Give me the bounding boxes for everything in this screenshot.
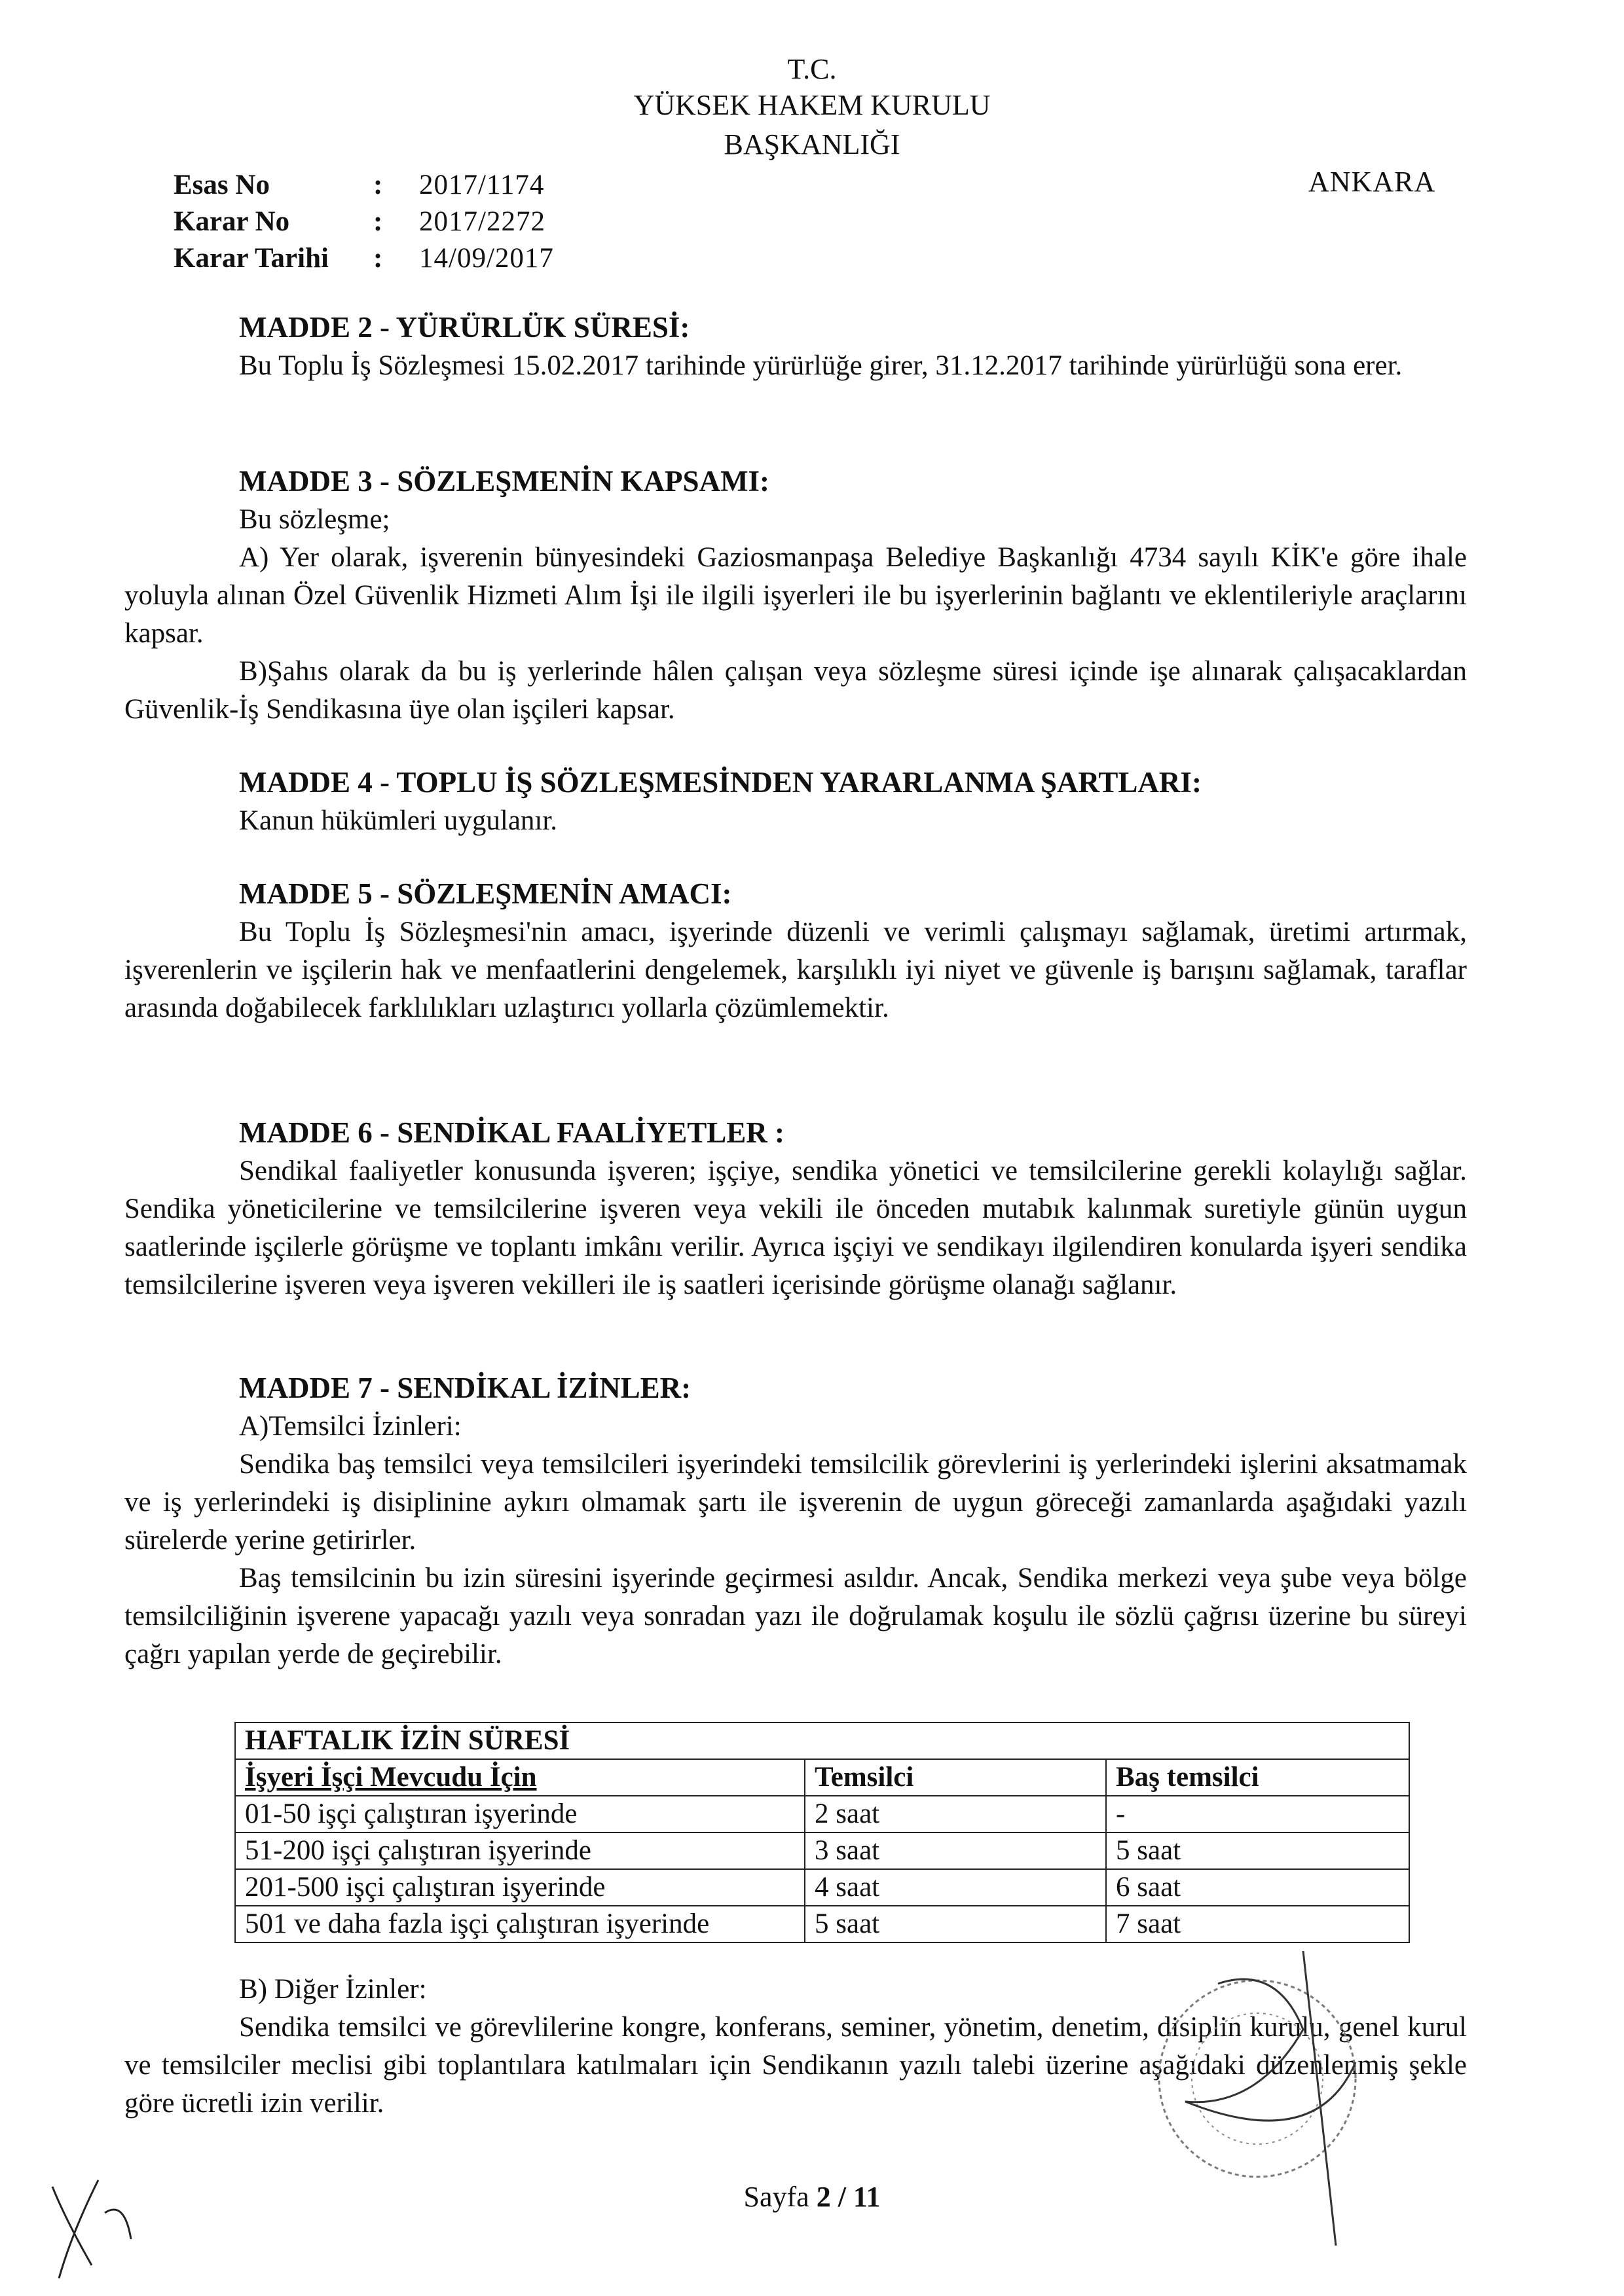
article-title: MADDE 5 - SÖZLEŞMENİN AMACI: xyxy=(239,877,732,910)
leave-table xyxy=(234,1722,1410,1943)
page-label: Sayfa xyxy=(743,2181,809,2213)
table-cell: 3 saat xyxy=(805,1832,1106,1869)
table-cell: 51-200 işçi çalıştıran işyerinde xyxy=(235,1832,805,1869)
article-title: MADDE 6 - SENDİKAL FAALİYETLER : xyxy=(239,1116,785,1149)
table-row xyxy=(235,1832,1409,1869)
article-title: MADDE 4 - TOPLU İŞ SÖZLEŞMESİNDEN YARARLANMA ŞARTLARI: xyxy=(239,766,1202,799)
handwritten-initials xyxy=(39,2160,151,2291)
article-paragraph: B) Diğer İzinler: xyxy=(239,1974,427,2005)
article-5 xyxy=(124,874,1467,1027)
table-cell: - xyxy=(1106,1796,1409,1832)
article-paragraph: Bu sözleşme; xyxy=(239,504,390,535)
article-4 xyxy=(124,763,1467,840)
table-cell: 6 saat xyxy=(1106,1869,1409,1906)
table-cell: 7 saat xyxy=(1106,1906,1409,1942)
city-label: ANKARA xyxy=(1308,166,1436,198)
article-7 xyxy=(124,1368,1467,1673)
article-title: MADDE 3 - SÖZLEŞMENİN KAPSAMI: xyxy=(239,465,770,498)
header-tc: T.C. xyxy=(787,53,837,85)
table-cell: 5 saat xyxy=(1106,1832,1409,1869)
article-paragraph: A) Yer olarak, işverenin bünyesindeki Gaziosmanpaşa Belediye Başkanlığı 4734 sayılı KİK'e göre ihale yoluyla alınan Özel Güvenlik Hizmeti Alım İşi ile ilgili işyerleri ile bu işyerlerinin bağlantı ve eklentileriyle araçlarını kapsar. xyxy=(124,542,1467,649)
page-number: 2 / 11 xyxy=(816,2181,881,2213)
article-paragraph: Sendika temsilci ve görevlilerine kongre, konferans, seminer, yönetim, denetim, disiplin kurulu, genel kurul ve temsilciler meclisi gibi toplantılara katılmaları için Sendikanın yazılı talebi üzerine aşağıdaki düzenlenmiş şekle göre ücretli izin verilir. xyxy=(124,2012,1467,2119)
case-meta xyxy=(174,167,554,277)
meta-colon: : xyxy=(373,243,383,274)
table-row xyxy=(235,1906,1409,1942)
official-seal-stamp xyxy=(1107,1938,1408,2252)
meta-value: 14/09/2017 xyxy=(419,243,554,274)
meta-value: 2017/2272 xyxy=(419,206,545,237)
table-cell: 01-50 işçi çalıştıran işyerinde xyxy=(235,1796,805,1832)
table-row xyxy=(235,1796,1409,1832)
meta-value: 2017/1174 xyxy=(419,170,545,200)
table-cell: 5 saat xyxy=(805,1906,1106,1942)
table-title-row xyxy=(235,1722,1409,1759)
table-cell: 201-500 işçi çalıştıran işyerinde xyxy=(235,1869,805,1906)
meta-label: Karar No xyxy=(174,206,290,237)
article-paragraph: Sendikal faaliyetler konusunda işveren; işçiye, sendika yönetici ve temsilcilerine gerekli kolaylığı sağlar. Sendika yöneticilerine ve temsilcilerine işveren veya vekili ile önceden mutabık kalınmak suretiyle günün uygun saatlerinde işçilerle görüşme ve toplantı imkânı verilir. Ayrıca işçiyi ve sendikayı ilgilendiren konularda işyeri sendika temsilcilerine işveren veya işveren vekilleri ile iş saatleri içerisinde görüşme olanağı sağlanır. xyxy=(124,1156,1467,1300)
article-paragraph: Bu Toplu İş Sözleşmesi'nin amacı, işyerinde düzenli ve verimli çalışmayı sağlamak, üretimi artırmak, işverenlerin ve işçilerin hak ve menfaatlerini dengelemek, karşılıklı iyi niyet ve güvenle iş barışını sağlamak, taraflar arasında doğabilecek farklılıkları uzlaştırıcı yollarla çözümlemektir. xyxy=(124,917,1467,1023)
article-paragraph: Bu Toplu İş Sözleşmesi 15.02.2017 tarihinde yürürlüğe girer, 31.12.2017 tarihinde yürürlüğü sona erer. xyxy=(239,350,1403,381)
table-header-row xyxy=(235,1759,1409,1796)
article-title: MADDE 2 - YÜRÜRLÜK SÜRESİ: xyxy=(239,311,690,344)
header-presidency: BAŞKANLIĞI xyxy=(724,128,900,160)
meta-label: Esas No xyxy=(174,170,270,200)
table-header: Baş temsilci xyxy=(1106,1759,1409,1796)
article-paragraph: Sendika baş temsilci veya temsilcileri işyerindeki temsilcilik görevlerini iş yerlerindeki işlerini aksatmamak ve iş yerlerindeki iş disiplinine aykırı olmamak şartı ile işverenin de uygun göreceği zamanlarda aşağıdaki yazılı sürelerde yerine getirirler. xyxy=(124,1449,1467,1556)
table-cell: 4 saat xyxy=(805,1869,1106,1906)
article-paragraph: A)Temsilci İzinleri: xyxy=(239,1411,462,1442)
table-title: HAFTALIK İZİN SÜRESİ xyxy=(235,1722,1409,1759)
table-header: İşyeri İşçi Mevcudu İçin xyxy=(235,1759,805,1796)
article-paragraph: Baş temsilcinin bu izin süresini işyerinde geçirmesi asıldır. Ancak, Sendika merkezi veya şube veya bölge temsilciliğinin işverene yapacağı yazılı veya sonradan yazı ile doğrulamak koşulu ile sözlü çağrısı üzerine bu süreyi çağrı yapılan yerde de geçirebilir. xyxy=(124,1563,1467,1669)
meta-row-karar xyxy=(174,204,554,240)
meta-row-esas xyxy=(174,167,554,204)
article-paragraph: B)Şahıs olarak da bu iş yerlerinde hâlen çalışan veya sözleşme süresi içinde işe alınarak çalışacaklardan Güvenlik-İş Sendikasına üye olan işçileri kapsar. xyxy=(124,656,1467,725)
article-title: MADDE 7 - SENDİKAL İZİNLER: xyxy=(239,1372,692,1404)
article-3 xyxy=(124,462,1467,729)
article-6 xyxy=(124,1113,1467,1304)
meta-row-tarih xyxy=(174,240,554,277)
header-institution: YÜKSEK HAKEM KURULU xyxy=(633,89,991,121)
table-row xyxy=(235,1869,1409,1906)
table-cell: 501 ve daha fazla işçi çalıştıran işyerinde xyxy=(235,1906,805,1942)
article-paragraph: Kanun hükümleri uygulanır. xyxy=(239,805,558,836)
table-cell: 2 saat xyxy=(805,1796,1106,1832)
meta-colon: : xyxy=(373,206,383,237)
article-2 xyxy=(124,308,1467,385)
meta-label: Karar Tarihi xyxy=(174,243,329,274)
meta-colon: : xyxy=(373,170,383,200)
table-header: Temsilci xyxy=(805,1759,1106,1796)
